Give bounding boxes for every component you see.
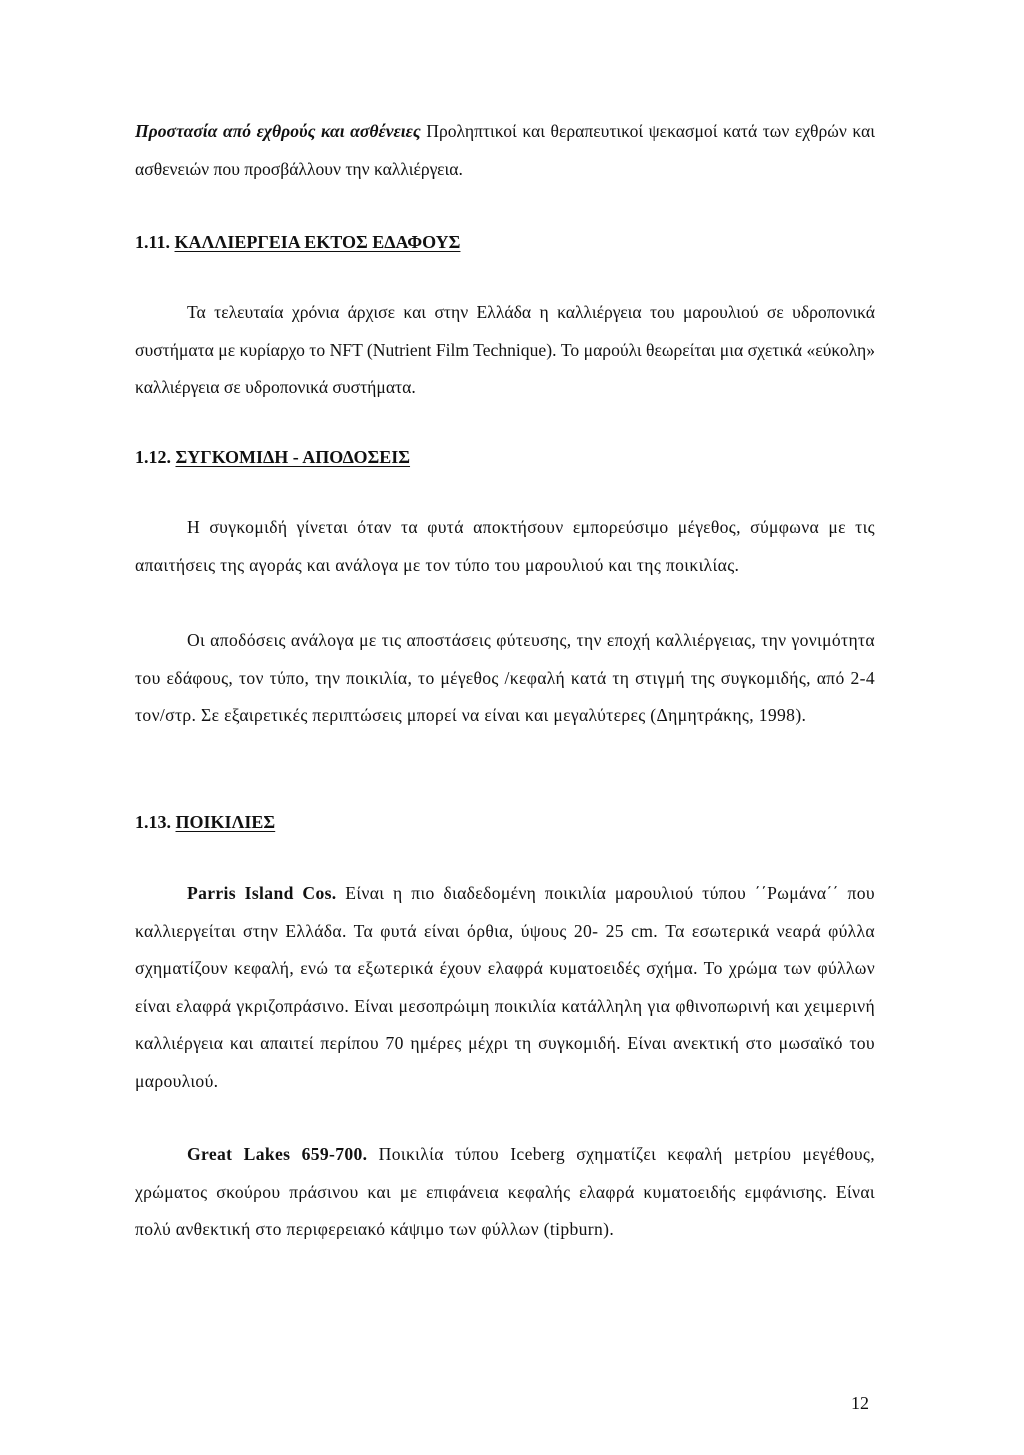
section-title: ΚΑΛΛΙΕΡΓΕΙΑ ΕΚΤΟΣ ΕΔΑΦΟΥΣ: [174, 232, 461, 252]
variety-name: Parris Island Cos.: [187, 883, 337, 903]
section-title: ΣΥΓΚΟΜΙΔΗ - ΑΠΟΔΟΣΕΙΣ: [175, 447, 411, 467]
variety-great-lakes-paragraph: [135, 1136, 875, 1249]
variety-description: Είναι η πιο διαδεδομένη ποικιλία μαρουλιού τύπου ΄΄Ρωμάνα΄΄ που καλλιεργείται στην Ελλάδα. Τα φυτά είναι όρθια, ύψους 20- 25 cm. Τα εσωτερικά νεαρά φύλλα σχηματίζουν κεφαλή, ενώ τα εξωτερικά έχουν ελαφρά κυματοειδές σχήμα. Το χρώμα των φύλλων είναι ελαφρά γκριζοπράσινο. Είναι μεσοπρώιμη ποικιλία κατάλληλη για φθινοπωρινή και χειμερινή καλλιέργεια και απαιτεί περίπου 70 ημέρες μέχρι τη συγκομιδή. Είναι ανεκτική στο μωσαϊκό του μαρουλιού.: [135, 883, 875, 1091]
page-number: 12: [851, 1393, 869, 1413]
paragraph-text: Τα τελευταία χρόνια άρχισε και στην Ελλάδα η καλλιέργεια του μαρουλιού σε υδροπονικά συστήματα με κυρίαρχο το NFT (Nutrient Film Technique). Το μαρούλι θεωρείται μια σχετικά «εύκολη» καλλιέργεια σε υδροπονικά συστήματα.: [135, 302, 875, 397]
section-heading-1-11: [135, 230, 460, 254]
soilless-paragraph: [135, 294, 875, 407]
section-number: 1.12.: [135, 447, 171, 467]
variety-parris-island-paragraph: [135, 875, 875, 1100]
section-number: 1.11.: [135, 232, 171, 252]
paragraph-text: Η συγκομιδή γίνεται όταν τα φυτά αποκτήσουν εμπορεύσιμο μέγεθος, σύμφωνα με τις απαιτήσεις της αγοράς και ανάλογα με τον τύπο του μαρουλιού και της ποικιλίας.: [135, 517, 875, 575]
variety-description: Ποικιλία τύπου Iceberg σχηματίζει κεφαλή μετρίου μεγέθους, χρώματος σκούρου πράσινου και με επιφάνεια κεφαλής ελαφρά κυματοειδής εμφάνισης. Είναι πολύ ανθεκτική στο περιφερειακό κάψιμο των φύλλων (tipburn).: [135, 1144, 875, 1239]
variety-name: Great Lakes 659-700.: [187, 1144, 368, 1164]
paragraph-text: [135, 1136, 875, 1249]
protection-label: Προστασία από εχθρούς και ασθένειες: [135, 121, 421, 141]
protection-text: Προληπτικοί και θεραπευτικοί ψεκασμοί κατά των εχθρών και ασθενειών που προσβάλλουν την καλλιέργεια.: [135, 121, 875, 179]
section-heading-1-13: [135, 810, 275, 834]
section-title: ΠΟΙΚΙΛΙΕΣ: [175, 812, 276, 832]
section-heading-1-12: [135, 445, 410, 469]
harvest-paragraph: [135, 509, 875, 584]
paragraph-text: Οι αποδόσεις ανάλογα με τις αποστάσεις φύτευσης, την εποχή καλλιέργειας, την γονιμότητα του εδάφους, τον τύπο, την ποικιλία, το μέγεθος /κεφαλή κατά τη στιγμή της συγκομιδής, από 2-4 τον/στρ. Σε εξαιρετικές περιπτώσεις μπορεί να είναι και μεγαλύτερες (Δημητράκης, 1998).: [135, 630, 875, 725]
protection-paragraph: [135, 113, 875, 188]
yields-paragraph: [135, 622, 875, 735]
paragraph-text: [135, 875, 875, 1100]
section-number: 1.13.: [135, 812, 171, 832]
